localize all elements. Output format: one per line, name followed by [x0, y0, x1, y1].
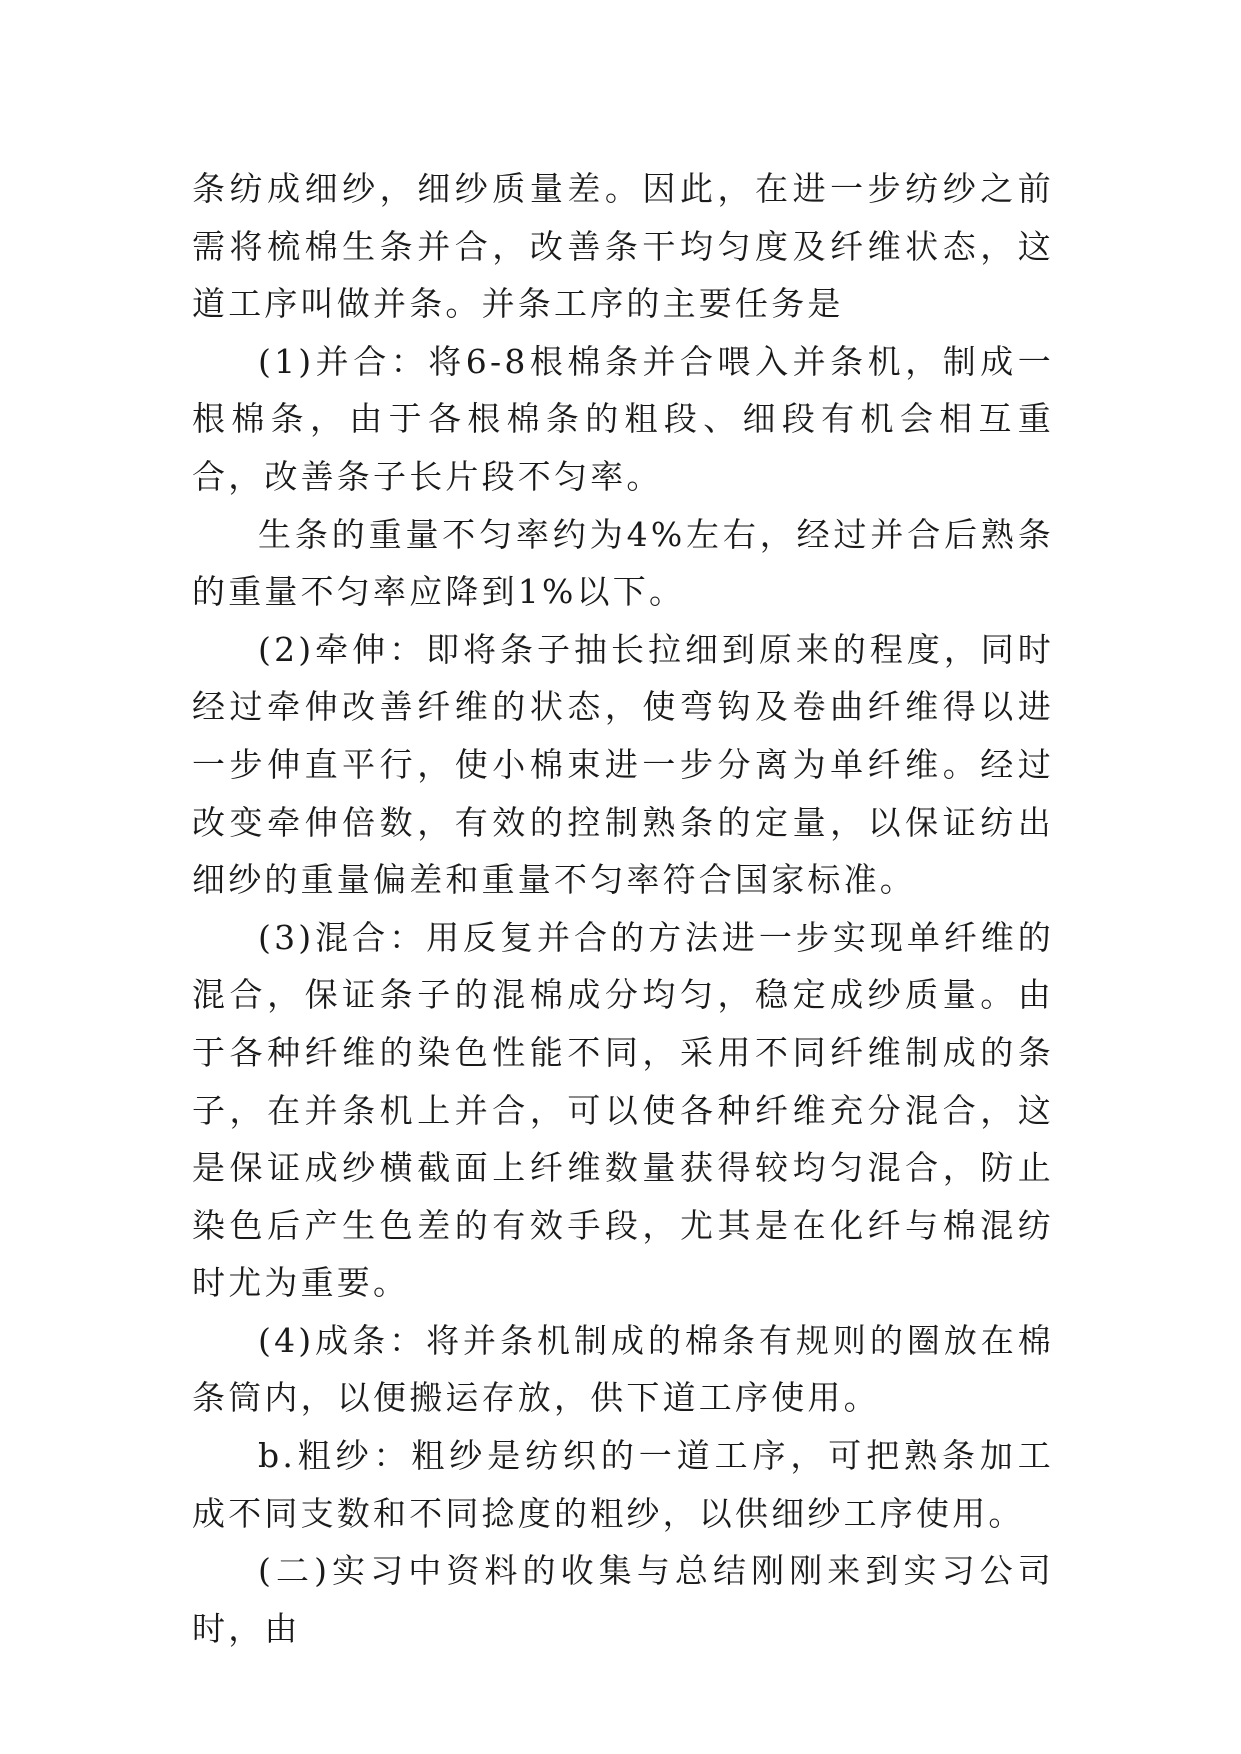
body-text: [192, 160, 1054, 1657]
paragraph-unevenness: 生条的重量不匀率约为4%左右，经过并合后熟条的重量不匀率应降到1%以下。: [192, 514, 1054, 612]
paragraph-drafting: (2)牵伸：即将条子抽长拉细到原来的程度，同时经过牵伸改善纤维的状态，使弯钩及卷曲纤维得以进一步伸直平行，使小棉束进一步分离为单纤维。经过改变牵伸倍数，有效的控制熟条的定量，以保证纺出细纱的重量偏差和重量不匀率符合国家标准。: [192, 629, 1054, 900]
paragraph-intro: 条纺成细纱，细纱质量差。因此，在进一步纺纱之前需将梳棉生条并合，改善条干均匀度及纤维状态，这道工序叫做并条。并条工序的主要任务是: [192, 169, 1054, 324]
paragraph-section-two: (二)实习中资料的收集与总结刚刚来到实习公司时，由: [192, 1551, 1054, 1648]
paragraph-coiling: (4)成条：将并条机制成的棉条有规则的圈放在棉条筒内，以便搬运存放，供下道工序使用。: [192, 1320, 1054, 1418]
paragraph-blending: (3)混合：用反复并合的方法进一步实现单纤维的混合，保证条子的混棉成分均匀，稳定成纱质量。由于各种纤维的染色性能不同，采用不同纤维制成的条子，在并条机上并合，可以使各种纤维充分混合，这是保证成纱横截面上纤维数量获得较均匀混合，防止染色后产生色差的有效手段，尤其是在化纤与棉混纺时尤为重要。: [192, 917, 1054, 1303]
paragraph-roving: b.粗纱：粗纱是纺织的一道工序，可把熟条加工成不同支数和不同捻度的粗纱，以供细纱工序使用。: [192, 1436, 1054, 1533]
paragraph-merging: (1)并合：将6-8根棉条并合喂入并条机，制成一根棉条，由于各根棉条的粗段、细段有机会相互重合，改善条子长片段不匀率。: [192, 341, 1054, 496]
